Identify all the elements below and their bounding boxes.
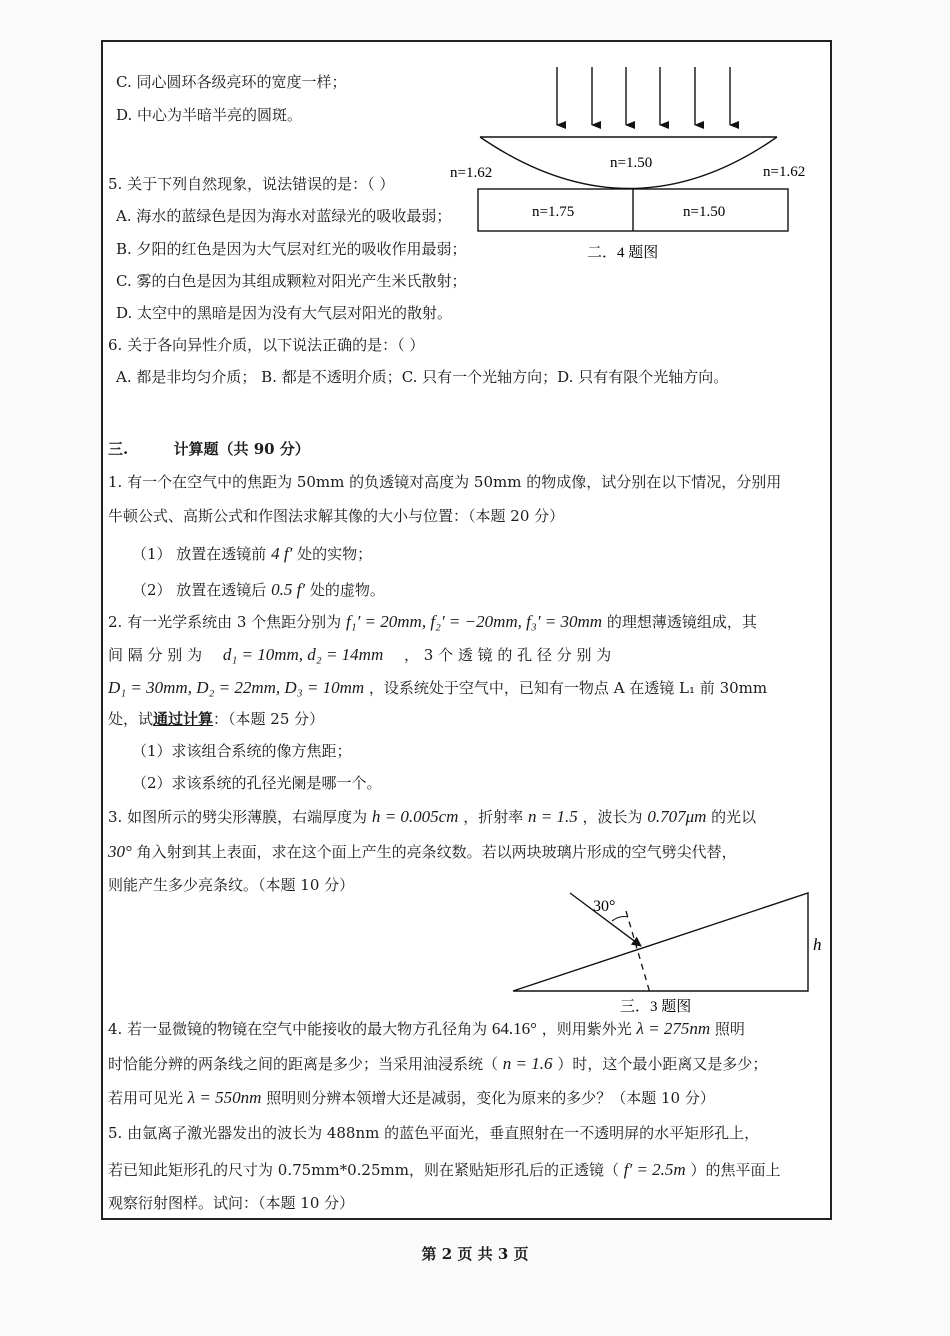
calc-q4-visible-wavelength: λ = 550nm: [187, 1088, 262, 1107]
n-bottom-right-label: n=1.50: [683, 204, 726, 220]
calc-q3-wavelength: 0.707μm: [647, 807, 707, 826]
calc-q1-sub2-post: 处的虚物。: [309, 581, 385, 599]
section-3-heading: [108, 442, 310, 457]
calc-q4-line3: [108, 1089, 715, 1106]
calc-q5-line3: 观察衍射图样。试问：（本题 10 分）: [108, 1194, 355, 1212]
calc-q3-mid2: ，波长为: [582, 808, 643, 826]
angle-arc: [612, 917, 628, 922]
calc-q1-sub1-post: 处的实物；: [297, 545, 373, 563]
calc-q3-mid1: ，折射率: [463, 808, 524, 826]
calc-q1-sub1: [132, 545, 372, 562]
calc-q3-line2: [108, 843, 737, 860]
wedge-film: [513, 893, 808, 991]
calc-q3-line2-post: 角入射到其上表面，求在这个面上产生的亮条纹数。若以两块玻璃片形成的空气劈尖代替，: [136, 843, 737, 861]
calc-q4-line1-text: 4. 若一显微镜的物镜在空气中能接收的最大物方孔径角为: [108, 1020, 488, 1038]
section-3-title: 计算题（共 90 分）: [173, 440, 310, 458]
calc-q2-line1-text: 2. 有一光学系统由 3 个焦距分别为: [108, 613, 342, 631]
calc-q4-aperture-angle: 64.16°: [491, 1019, 537, 1038]
figure-3-3: [500, 885, 830, 1015]
calc-q2-underlined: 通过计算: [153, 710, 214, 728]
calc-q2-line2-text: 间 隔 分 别 为: [108, 646, 203, 664]
calc-q3-line3: 则能产生多少亮条纹。（本题 10 分）: [108, 876, 355, 894]
calc-q5-line1: 5. 由氩离子激光器发出的波长为 488nm 的蓝色平面光，垂直照射在一不透明屏的水平矩形孔上，: [108, 1124, 760, 1142]
thickness-label: h: [813, 935, 822, 954]
q4-option-d: D. 中心为半暗半亮的圆斑。: [116, 106, 303, 124]
calc-q5-line2-text: 若已知此矩形孔的尺寸为 0.75mm*0.25mm，则在紧贴矩形孔后的正透镜（: [108, 1161, 619, 1179]
calc-q5-line2: [108, 1161, 781, 1178]
calc-q4-line1-post: 照明: [714, 1020, 745, 1038]
calc-q2-apertures: D₁ = 30mm, D₂ = 22mm, D₃ = 10mm: [108, 678, 365, 697]
q5-option-b: B. 夕阳的红色是因为大气层对红光的吸收作用最弱；: [116, 240, 467, 258]
q4-option-c: C. 同心圆环各级亮环的宽度一样；: [116, 73, 347, 91]
calc-q2-focal-lengths: f₁′ = 20mm, f₂′ = −20mm, f₃′ = 30mm: [345, 612, 603, 631]
n-right-outer-label: n=1.62: [763, 164, 806, 180]
angle-label: 30°: [593, 898, 616, 915]
n-left-outer-label: n=1.62: [450, 165, 493, 181]
calc-q2-line2: [108, 646, 611, 663]
q5-option-a: A. 海水的蓝绿色是因为海水对蓝绿光的吸收最弱；: [116, 207, 452, 225]
q5-stem: 5. 关于下列自然现象，说法错误的是：（ ）: [108, 175, 395, 193]
figure-3-3-caption: 三．3 题图: [620, 999, 692, 1015]
calc-q4-uv-wavelength: λ = 275nm: [636, 1019, 711, 1038]
calc-q4-line2: [108, 1055, 767, 1072]
calc-q4-line3-text: 若用可见光: [108, 1089, 184, 1107]
calc-q2-line1-post: 的理想薄透镜组成，其: [606, 613, 757, 631]
n-bottom-left-label: n=1.75: [532, 204, 575, 220]
calc-q2-sub2: （2）求该系统的孔径光阑是哪一个。: [132, 774, 382, 792]
calc-q2-line3-post: ，设系统处于空气中，已知有一物点 A 在透镜 L₁ 前 30mm: [368, 679, 768, 697]
calc-q3-thickness: h = 0.005cm: [371, 807, 459, 826]
calc-q2-sub1: （1）求该组合系统的像方焦距；: [132, 742, 352, 760]
calc-q3-line1-post: 的光以: [711, 808, 757, 826]
calc-q2-line2-post: ， 3 个 透 镜 的 孔 径 分 别 为: [404, 646, 612, 664]
figure-2-4-caption: 二．4 题图: [587, 245, 659, 261]
calc-q1-sub2: [132, 581, 385, 598]
calc-q4-line2-text: 时恰能分辨的两条线之间的距离是多少；当采用油浸系统（: [108, 1055, 499, 1073]
calc-q2-line4-post: ：（本题 25 分）: [213, 710, 325, 728]
calc-q3-line1: [108, 808, 756, 825]
calc-q4-line3-post: 照明则分辨本领增大还是减弱，变化为原来的多少？（本题 10 分）: [266, 1089, 715, 1107]
calc-q4-oil-index: n = 1.6: [502, 1054, 553, 1073]
q5-option-d: D. 太空中的黑暗是因为没有大气层对阳光的散射。: [116, 304, 453, 322]
calc-q4-mid: ，则用紫外光: [541, 1020, 632, 1038]
calc-q5-line2-post: ）的焦平面上: [690, 1161, 781, 1179]
calc-q1-line2: 牛顿公式、高斯公式和作图法求解其像的大小与位置：（本题 20 分）: [108, 507, 565, 525]
calc-q2-line4: [108, 712, 324, 727]
calc-q2-spacings: d₁ = 10mm, d₂ = 14mm: [222, 645, 384, 664]
calc-q3-angle: 30°: [108, 842, 132, 861]
calc-q5-focal-length: f′ = 2.5m: [623, 1160, 686, 1179]
section-3-number: 三.: [108, 440, 129, 458]
calc-q1-line1: 1. 有一个在空气中的焦距为 50mm 的负透镜对高度为 50mm 的物成像，试分别在以下情况，分别用: [108, 473, 782, 491]
calc-q1-sub1-math: 4 f′: [271, 544, 293, 563]
calc-q4-line1: [108, 1020, 745, 1037]
page-footer: 第 2 页 共 3 页: [421, 1245, 529, 1263]
calc-q3-index: n = 1.5: [528, 807, 578, 826]
calc-q2-line1: [108, 613, 757, 630]
q5-option-c: C. 雾的白色是因为其组成颗粒对阳光产生米氏散射；: [116, 272, 467, 290]
calc-q1-sub2-text: （2） 放置在透镜后: [132, 581, 267, 599]
q6-stem: 6. 关于各向异性介质，以下说法正确的是：（ ）: [108, 336, 425, 354]
calc-q2-line4-text: 处，试: [108, 710, 154, 728]
q6-options: A. 都是非均匀介质； B. 都是不透明介质；C. 只有一个光轴方向；D. 只有有限个光轴方向。: [116, 368, 729, 386]
calc-q4-line2-post: ）时，这个最小距离又是多少；: [557, 1055, 768, 1073]
figure-2-4: [440, 55, 830, 270]
calc-q3-line1-text: 3. 如图所示的劈尖形薄膜，右端厚度为: [108, 808, 368, 826]
calc-q1-sub1-text: （1） 放置在透镜前: [132, 545, 267, 563]
calc-q2-line3: [108, 679, 767, 696]
n-lens-label: n=1.50: [610, 155, 653, 171]
calc-q1-sub2-math: 0.5 f′: [271, 580, 306, 599]
